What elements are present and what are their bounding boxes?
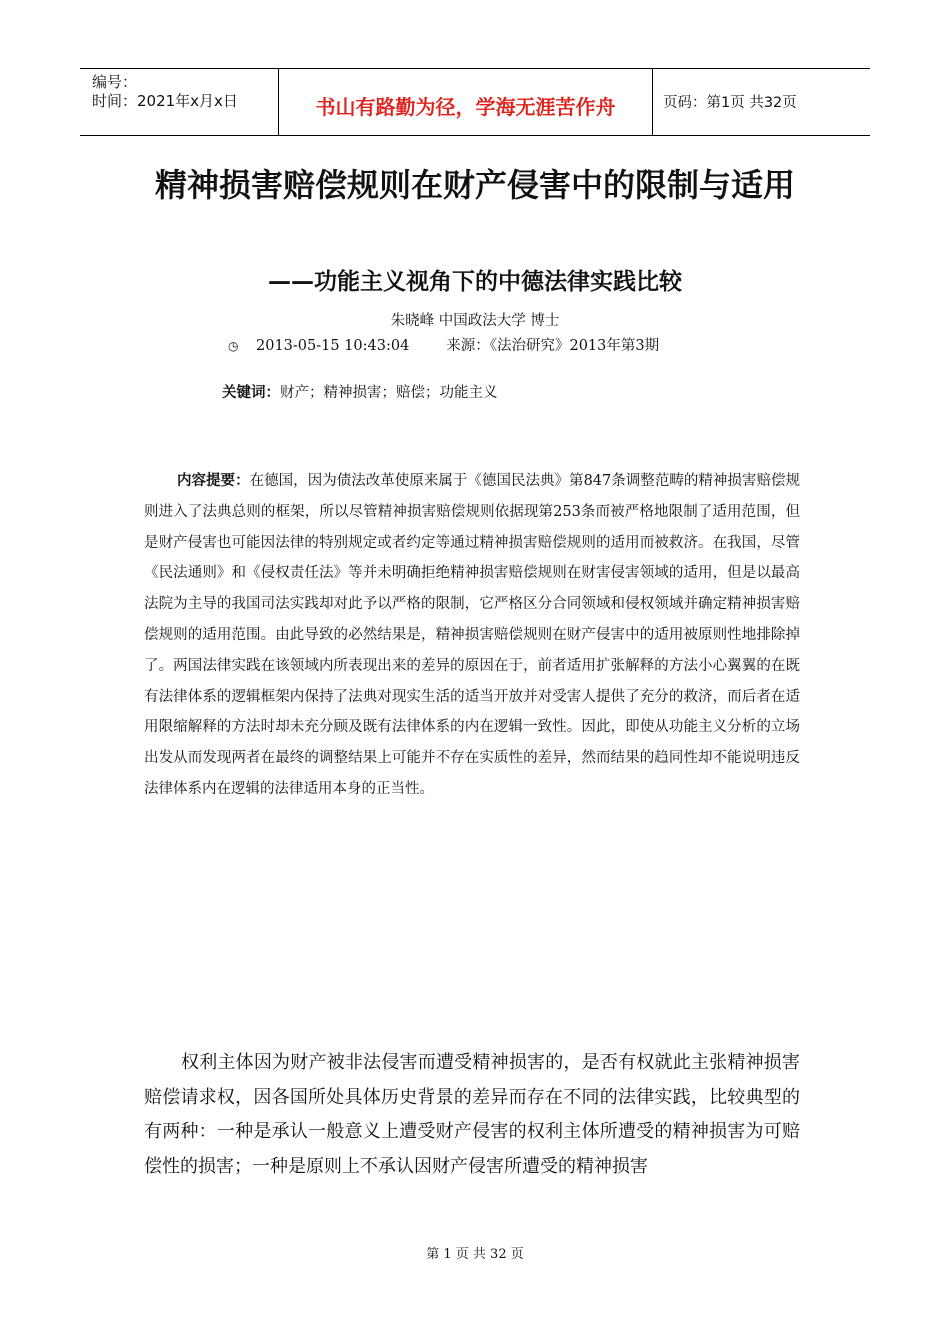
header-page-cell [653, 69, 870, 135]
motto-text: 书山有路勤为径，学海无涯苦作舟 [315, 94, 616, 119]
page-footer: 第 1 页 共 32 页 [426, 1247, 524, 1262]
abstract-paragraph [144, 466, 800, 805]
article-subtitle: ——功能主义视角下的中德法律实践比较 [268, 269, 682, 295]
clock-icon: ◷ [228, 339, 239, 353]
keywords-label: 关键词： [222, 385, 280, 401]
source-text: 来源：《法治研究》2013年第3期 [446, 338, 660, 354]
number-label: 编号： [92, 73, 138, 91]
body-paragraph: 权利主体因为财产被非法侵害而遭受精神损害的，是否有权就此主张精神损害赔偿请求权，因各国所处具体历史背景的差异而存在不同的法律实践，比较典型的有两种：一种是承认一般意义上遭受财产侵害的权利主体所遭受的精神损害为可赔偿性的损害；一种是原则上不承认因财产侵害所遭受的精神损害 [144, 1052, 800, 1177]
abstract-label: 内容提要： [177, 473, 250, 489]
article-title: 精神损害赔偿规则在财产侵害中的限制与适用 [154, 166, 795, 204]
time-label: 时间：2021年x月x日 [92, 92, 238, 110]
author-line: 朱晓峰 中国政法大学 博士 [390, 313, 560, 329]
header-info-cell [80, 69, 279, 135]
meta-line [228, 336, 788, 356]
keywords-line [222, 383, 782, 403]
publish-datetime: 2013-05-15 10:43:04 [256, 338, 410, 354]
abstract-text: 在德国，因为债法改革使原来属于《德国民法典》第847条调整范畴的精神损害赔偿规则进入了法典总则的框架，所以尽管精神损害赔偿规则依据现第253条而被严格地限制了适用范围，但是财产侵害也可能因法律的特别规定或者约定等通过精神损害赔偿规则的适用而被救济。在我国，尽管《民法通则》和《侵权责任法》等并未明确拒绝精神损害赔偿规则在财害侵害领域的适用，但是以最高法院为主导的我国司法实践却对此予以严格的限制，它严格区分合同领域和侵权领域并确定精神损害赔偿规则的适用范围。由此导致的必然结果是，精神损害赔偿规则在财产侵害中的适用被原则性地排除掉了。两国法律实践在该领域内所表现出来的差异的原因在于，前者适用扩张解释的方法小心翼翼的在既有法律体系的逻辑框架内保持了法典对现实生活的适当开放并对受害人提供了充分的救济，而后者在适用限缩解释的方法时却未充分顾及既有法律体系的内在逻辑一致性。因此，即使从功能主义分析的立场出发从而发现两者在最终的调整结果上可能并不存在实质性的差异，然而结果的趋同性却不能说明违反法律体系内在逻辑的法律适用本身的正当性。 [144, 473, 800, 797]
document-header [80, 68, 870, 136]
header-motto-cell [279, 69, 653, 135]
keywords-text: 财产；精神损害；赔偿；功能主义 [280, 385, 498, 401]
page-code: 页码：第1页 共32页 [663, 94, 797, 111]
